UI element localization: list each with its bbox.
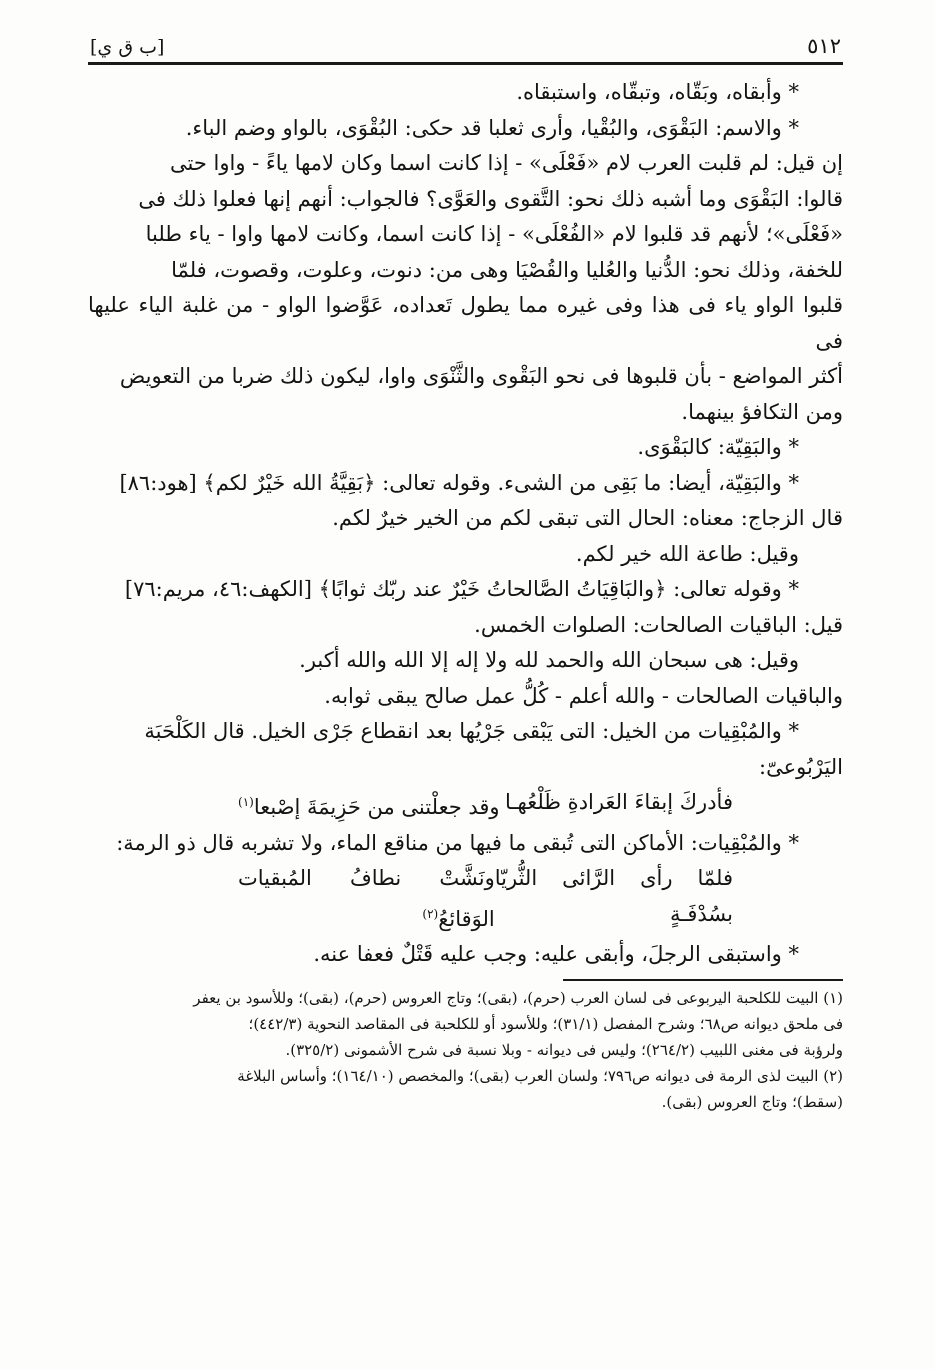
text-line: إن قيل: لم قلبت العرب لام «فَعْلَى» - إذا كانت اسما وكان لامها ياءً - واوا حتى (170, 151, 843, 175)
root-label: [ب ق ي] (90, 36, 165, 58)
verse-hemistich-second (238, 861, 495, 937)
text-line: وقيل: طاعة الله خير لكم. (575, 541, 799, 566)
text-line: للخفة، وذلك نحو: الدُّنيا والعُليا والقُصْيَا وهى من: دنوت، وعلوت، وقصوت، فلمّا (171, 257, 843, 282)
text-line: أكثر المواضع - بأن قلبوها فى نحو البَقْوى والثَّنْوَى واوا، ليكون ذلك ضربا من التعويض (119, 364, 843, 388)
text-line: وقيل: هى سبحان الله والحمد لله ولا إله إلا الله والله أكبر. (299, 648, 799, 672)
footnote-mark: (١) (238, 795, 254, 809)
page-number: ٥١٢ (807, 34, 841, 58)
footnote-mark: (٢) (422, 906, 439, 921)
footnote-line: (٢) البيت لذى الرمة فى ديوانه ص٧٩٦؛ ولسان العرب (بقى)؛ والمخصص (١٦٤/١٠)؛ وأساس البلاغة (237, 1066, 843, 1085)
footnote-line: (سقط)؛ وتاج العروس (بقى). (661, 1092, 843, 1111)
text-line: * واستبقى الرجلَ، وأبقى عليه: وجب عليه قَتْلٌ فعفا عنه. (313, 942, 799, 966)
text-line: * والاسم: البَقْوَى، والبُقْيا، وأرى ثعلبا قد حكى: البُقْوَى، بالواو وضم الباء. (185, 115, 799, 140)
text-line: «فَعْلَى»؛ لأنهم قد قلبوا لام «الفُعْلَى» - إذا كانت اسما، وكانت لامها واوا - ياء طلبا (145, 222, 843, 246)
footnote-line: ولرؤبة فى مغنى اللبيب (٢٦٤/٢)؛ وليس فى ديوانه - وبلا نسبة فى شرح الأشمونى (٣٢٥/٢). (285, 1040, 843, 1059)
text-line: ومن التكافؤ بينهما. (681, 399, 843, 424)
text-line: اليَرْبُوعىّ: (759, 754, 843, 779)
verse-hemistich-first: فأدركَ إبقاءَ العَرادةِ ظَلْعُهـا (504, 790, 733, 814)
running-head (88, 20, 843, 65)
verse-text: ونَشَّتْ نطافُ المُبقيات الوَقائعُ (238, 866, 495, 931)
text-line: * والبَقِيّة: كالبَقْوَى. (637, 435, 799, 459)
footnotes (88, 985, 843, 1115)
footnote-divider (563, 979, 843, 981)
text-line: قيل: الباقيات الصالحات: الصلوات الخمس. (474, 612, 843, 637)
footnote-line: فى ملحق ديوانه ص٦٨؛ وشرح المفصل (٣١/١)؛ وللأسود أو للكلحبة فى المقاصد النحوية (٤٤٢/٣)؛ (248, 1014, 843, 1033)
text-line: * وقوله تعالى: ﴿والبَاقِيَاتُ الصَّالحاتُ خَيْرٌ عند ربّك ثوابًا﴾ [الكهف:٤٦، مريم:٧٦] (124, 577, 799, 601)
poetry-verse (88, 861, 843, 937)
text-line: * والمُبْقِيات من الخيل: التى يَبْقى جَرْيُها بعد انقطاع جَرْى الخيل. قال الكَلْحَبَة (144, 719, 799, 743)
entry-body (88, 75, 843, 973)
verse-hemistich-second (238, 785, 500, 826)
text-line: قالوا: البَقْوَى وما أشبه ذلك نحو: التَّقوى والعَوَّى؟ فالجواب: أنهم إنها فعلوا ذلك فى (138, 186, 843, 211)
verse-text: وقد جعلْتنى من حَزِيمَةَ إصْبعا (253, 795, 500, 819)
text-line: * وأبقاه، وبَقّاه، وتبقّاه، واستبقاه. (516, 80, 799, 104)
text-line: قال الزجاج: معناه: الحال التى تبقى لكم من الخير خيرٌ لكم. (332, 506, 843, 530)
text-line: قلبوا الواو ياء فى هذا وفى غيره مما يطول تَعداده، عَوَّضوا الواو - من غلبة الياء عليها فى (88, 293, 843, 353)
footnote-line: (١) البيت للكلحبة اليربوعى فى لسان العرب (حرم)، (بقى)؛ وتاج العروس (حرم)، (بقى)؛ وللأسود بن يعفر (193, 988, 843, 1007)
text-line: * والبَقِيّة، أيضا: ما بَقِى من الشىء. وقوله تعالى: ﴿بَقِيَّةُ الله خَيْرٌ لكم﴾ [هود:٨٦] (119, 470, 799, 495)
verse-hemistich-first: فلمّا رأى الرَّائى الثُّريّا بسُدْفَـةٍ (494, 866, 733, 926)
text-line: * والمُبْقِيات: الأماكن التى تُبقى ما فيها من مناقع الماء، ولا تشربه قال ذو الرمة: (116, 830, 799, 855)
text-line: والباقيات الصالحات - والله أعلم - كُلُّ عمل صالح يبقى ثوابه. (324, 683, 843, 708)
poetry-verse (88, 785, 843, 826)
